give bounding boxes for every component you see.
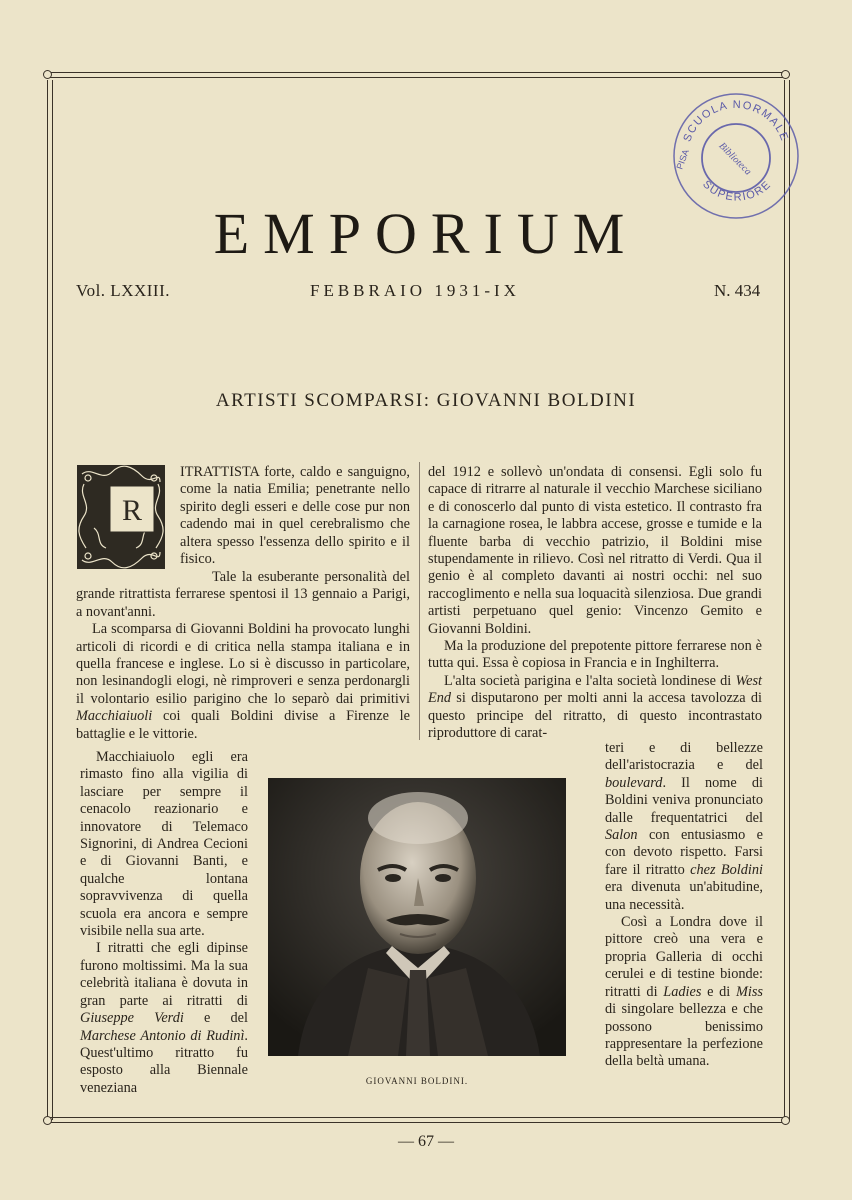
frame-corner-ring xyxy=(43,1116,52,1125)
paragraph: L'alta società parigina e l'alta società londinese di West End si disputarono per molti anni la accesa tavolozza di questo principe del ritratto, di questo incontrastato riproduttore di carat- xyxy=(428,672,762,742)
column-right xyxy=(428,464,762,743)
stamp-center-text: Biblioteca xyxy=(716,140,754,178)
paragraph: La scomparsa di Giovanni Boldini ha provocato lunghi articoli di ricordi e di critica nella stampa italiana e in quella francese e inglese. Lo si è discusso in particolare, non lesinandogli elogi, nè rimproveri e senza perdonargli il volontario esilio parigino che lo separò dai primitivi Macchiaiuoli coi quali Boldini divise a Firenze le battaglie e le vittorie. xyxy=(76,621,410,742)
stamp-bottom-text: SUPERIORE xyxy=(700,178,774,204)
paragraph: Macchiaiuolo egli era rimasto fino alla vigilia di lasciare per sempre il cenacolo reazionario e innovatore di Telemaco Signorini, di Andrea Cecioni e di Giovanni Banti, e qualche lontana sopravvivenza di quella scuola era ancora e sempre visibile nella sua arte. xyxy=(80,749,248,940)
page-number: — 67 — xyxy=(398,1133,454,1150)
article-title: ARTISTI SCOMPARSI: GIOVANNI BOLDINI xyxy=(215,390,637,411)
photo-caption: GIOVANNI BOLDINI. xyxy=(365,1076,469,1086)
paragraph: Ma la produzione del prepotente pittore ferrarese non è tutta qui. Essa è copiosa in Francia e in Inghilterra. xyxy=(428,638,762,672)
paragraph: I ritratti che egli dipinse furono moltissimi. Ma la sua celebrità italiana è dovuta in gran parte ai ritratti di Giuseppe Verdi e del Marchese Antonio di Rudinì. Quest'ultimo ritratto fu esposto alla Biennale veneziana xyxy=(80,940,248,1096)
column-right-lower xyxy=(605,740,763,1071)
dropcap-letter: R xyxy=(121,494,143,527)
portrait-photo xyxy=(268,778,566,1056)
stamp-top-text: SCUOLA NORMALE xyxy=(681,98,791,144)
paragraph: Così a Londra dove il pittore creò una vera e propria Galleria di occhi cerulei e di testine bionde: ritratti di Ladies e di Miss di singolare bellezza e che possono benissimo rappresentare la perfezione della beltà umana. xyxy=(605,914,763,1070)
ornamental-dropcap xyxy=(76,464,166,570)
column-left xyxy=(76,464,410,743)
volume-label: Vol. LXXIII. xyxy=(76,281,170,300)
paragraph: del 1912 e sollevò un'ondata di consensi. Egli solo fu capace di ritrarre al naturale il vecchio Marchese siciliano e di conoscerlo dal punto di vista estetico. Il contrasto fra la carnagione rosea, le labbra accese, grosse e tumide e la fluente barba di vecchio patrizio, il Boldini mise stupendamente in rilievo. Così nel ritratto di Verdi. Qua il genio è al completo davanti ai nostri occhi: nel suo raccoglimento e nella sua loquacità silenziosa. Due grandi artisti perpetuano quel genio: Vincenzo Gemito e Giovanni Boldini. xyxy=(428,464,762,637)
portrait-illustration xyxy=(268,778,566,1056)
column-left-lower xyxy=(80,749,248,1097)
frame-bottom-outer xyxy=(50,1117,786,1118)
issue-number: N. 434 xyxy=(714,281,761,300)
frame-corner-ring xyxy=(781,1116,790,1125)
frame-corner-ring xyxy=(43,70,52,79)
paragraph: Tale la esuberante personalità del grande ritrattista ferrarese spentosi il 13 gennaio a Parigi, a novant'anni. xyxy=(76,569,410,620)
frame-top-outer xyxy=(50,72,786,73)
column-divider xyxy=(419,462,420,740)
paragraph: teri e di bellezze dell'aristocrazia e del boulevard. Il nome di Boldini veniva pronunciato dalle frequentatrici del Salon con entusiasmo e con devoto rispetto. Farsi fare il ritratto chez Boldini era divenuta un'abitudine, una necessità. xyxy=(605,740,763,913)
masthead-title: EMPORIUM xyxy=(213,201,639,266)
stamp-left-text: PISA xyxy=(674,147,691,171)
paragraph: ITRATTISTA forte, caldo e sanguigno, come la natia Emilia; penetrante nello spirito degli esseri e delle cose pur non cadendo mai in quel cerebralismo che altera spesso l'essenza dello spirito e il fisico. xyxy=(180,464,410,568)
frame-corner-ring xyxy=(781,70,790,79)
svg-text:SCUOLA NORMALE xyxy=(681,99,790,144)
issue-date: FEBBRAIO 1931-IX xyxy=(310,281,520,300)
frame-bottom-inner xyxy=(50,1122,786,1123)
frame-top-inner xyxy=(50,77,786,78)
